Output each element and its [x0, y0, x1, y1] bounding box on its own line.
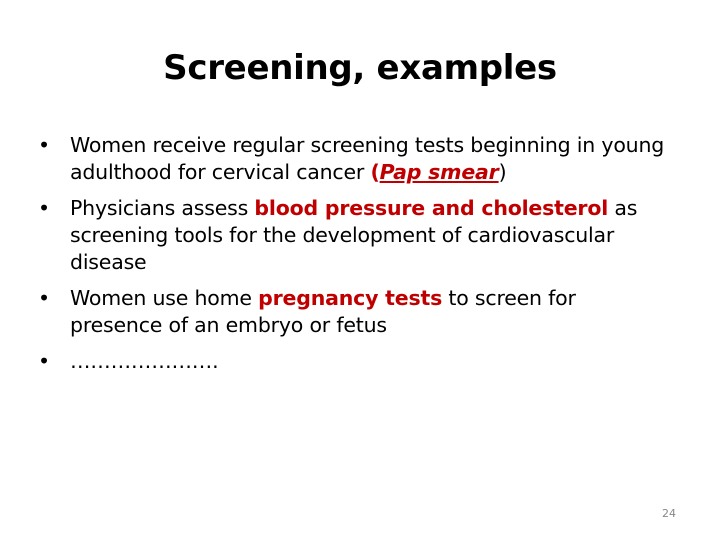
- bullet-text: Women use home: [70, 286, 259, 310]
- close-paren: ): [498, 160, 507, 184]
- bullet-item-pregnancy-tests: [34, 285, 674, 339]
- page-number: 24: [662, 507, 676, 520]
- bullet-text: to screen for presence of an embryo or fetus: [70, 286, 576, 337]
- bullet-text: as screening tools for the development of cardiovascular disease: [70, 196, 638, 274]
- highlight-pap-smear: Pap smear: [379, 160, 499, 184]
- bullet-item-blood-pressure: [34, 195, 674, 276]
- bullet-text: Physicians assess: [70, 196, 255, 220]
- open-paren: (: [370, 160, 380, 184]
- highlight-pregnancy-tests: pregnancy tests: [258, 286, 443, 310]
- bullet-text: Women receive regular screening tests beginning in young adulthood for cervical cancer: [70, 133, 665, 184]
- highlight-blood-pressure: blood pressure and cholesterol: [254, 196, 609, 220]
- bullet-item-pap-smear: [34, 132, 674, 186]
- slide-title: Screening, examples: [163, 48, 557, 88]
- bullet-text: ………………….: [70, 349, 219, 373]
- bullet-list: [34, 132, 674, 384]
- bullet-item-ellipsis: [34, 348, 674, 375]
